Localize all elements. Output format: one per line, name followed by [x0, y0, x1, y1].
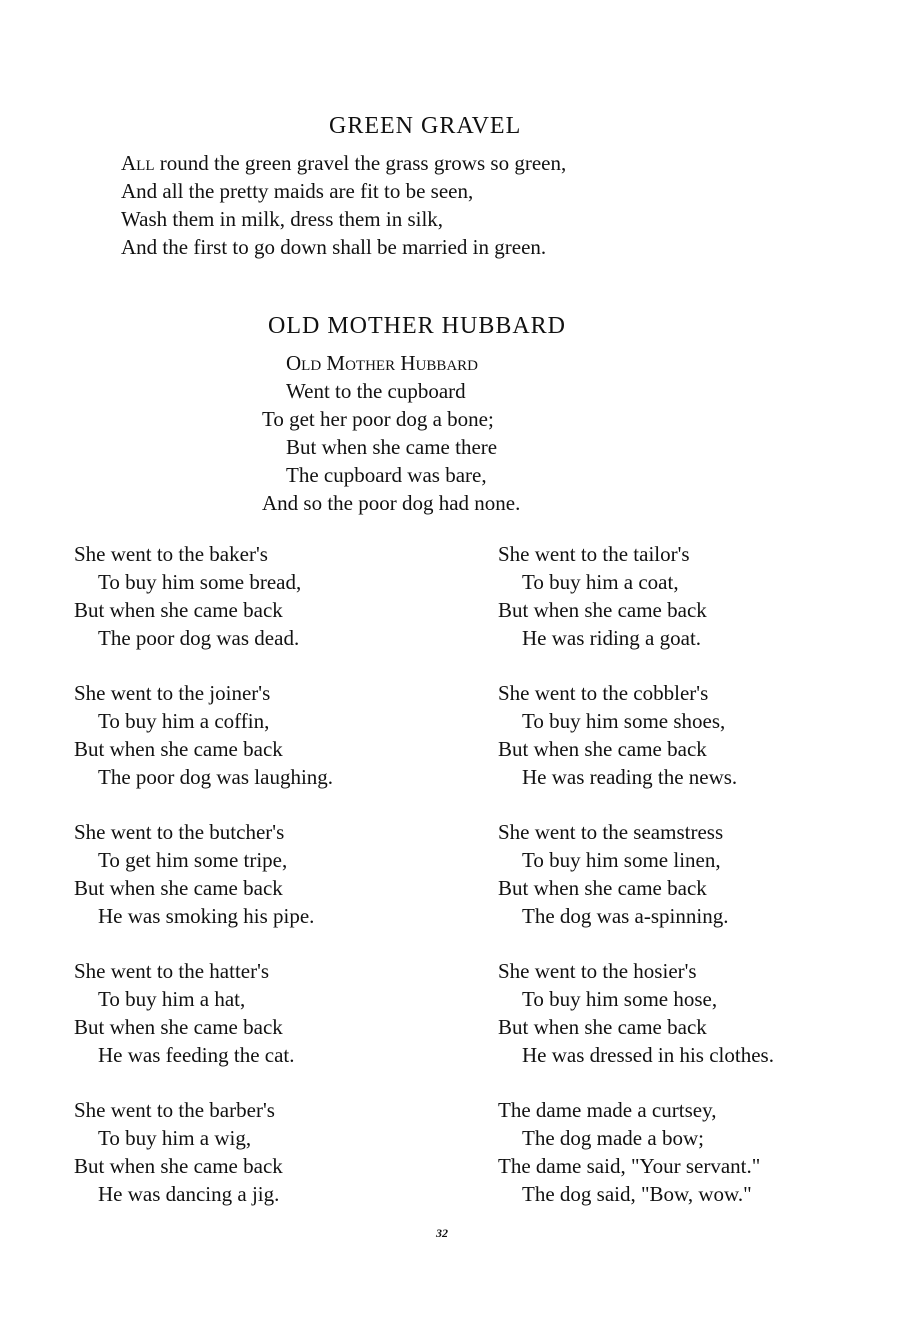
green-gravel-verse — [121, 149, 566, 261]
verse-line: And so the poor dog had none. — [262, 491, 521, 515]
verse-line: The dame said, "Your servant." — [498, 1154, 761, 1178]
hubbard-title: OLD MOTHER HUBBARD — [268, 313, 567, 339]
verse-line: He was riding a goat. — [522, 626, 702, 650]
verse-line: To buy him a wig, — [98, 1126, 252, 1150]
page-number: 32 — [436, 1226, 448, 1240]
verse-line: She went to the baker's — [74, 542, 268, 566]
verse-line: To buy him some linen, — [522, 848, 721, 872]
stanza — [498, 957, 888, 1069]
drop-word: All — [121, 151, 155, 175]
verse-line: To get her poor dog a bone; — [262, 407, 494, 431]
verse-line: The dog made a bow; — [522, 1126, 704, 1150]
verse-line: And the first to go down shall be married in green. — [121, 235, 547, 259]
verse-line: The poor dog was laughing. — [98, 765, 334, 789]
verse-line: To buy him some bread, — [98, 570, 302, 594]
verse-line: But when she came back — [498, 737, 707, 761]
verse-line: The cupboard was bare, — [286, 463, 487, 487]
verse-line: And all the pretty maids are fit to be seen, — [121, 179, 474, 203]
verse-line: Went to the cupboard — [286, 379, 466, 403]
verse-line: He was smoking his pipe. — [98, 904, 315, 928]
verse-line: To buy him some hose, — [522, 987, 718, 1011]
verse-line: She went to the barber's — [74, 1098, 275, 1122]
left-column — [74, 540, 474, 1235]
verse-line: He was dancing a jig. — [98, 1182, 280, 1206]
stanza — [74, 1096, 474, 1208]
stanza — [498, 1096, 888, 1208]
verse-line: The poor dog was dead. — [98, 626, 300, 650]
verse-line: To get him some tripe, — [98, 848, 288, 872]
stanza — [498, 818, 888, 930]
verse-line: But when she came back — [498, 876, 707, 900]
verse-line: He was reading the news. — [522, 765, 738, 789]
verse-line: But when she came back — [74, 737, 283, 761]
verse-line: She went to the hatter's — [74, 959, 270, 983]
hubbard-intro-verse — [262, 349, 520, 517]
stanza — [498, 679, 888, 791]
verse-line: She went to the joiner's — [74, 681, 271, 705]
stanza — [74, 957, 474, 1069]
verse-line: He was feeding the cat. — [98, 1043, 295, 1067]
verse-line: But when she came back — [498, 598, 707, 622]
verse-line: But when she came back — [74, 598, 283, 622]
verse-line-text: round the green gravel the grass grows so green, — [154, 151, 567, 175]
verse-line: The dame made a curtsey, — [498, 1098, 717, 1122]
verse-line: But when she came back — [498, 1015, 707, 1039]
verse-line: Old Mother Hubbard — [286, 351, 479, 375]
stanza — [74, 679, 474, 791]
stanza — [74, 540, 474, 652]
verse-line: She went to the tailor's — [498, 542, 690, 566]
verse-line: She went to the butcher's — [74, 820, 285, 844]
stanza — [74, 818, 474, 930]
verse-line: To buy him some shoes, — [522, 709, 726, 733]
verse-line: To buy him a coffin, — [98, 709, 270, 733]
stanza — [498, 540, 888, 652]
verse-line: But when she came back — [74, 1015, 283, 1039]
verse-line: The dog was a-spinning. — [522, 904, 729, 928]
verse-line: She went to the cobbler's — [498, 681, 709, 705]
verse-line: She went to the seamstress — [498, 820, 724, 844]
green-gravel-title: GREEN GRAVEL — [329, 113, 522, 139]
verse-line: But when she came there — [286, 435, 498, 459]
right-column — [498, 540, 888, 1235]
verse-line: To buy him a hat, — [98, 987, 246, 1011]
verse-line: But when she came back — [74, 1154, 283, 1178]
verse-line: But when she came back — [74, 876, 283, 900]
verse-line: She went to the hosier's — [498, 959, 697, 983]
verse-line: To buy him a coat, — [522, 570, 679, 594]
verse-line — [121, 149, 566, 177]
verse-line: Wash them in milk, dress them in silk, — [121, 207, 444, 231]
verse-line: He was dressed in his clothes. — [522, 1043, 774, 1067]
verse-line: The dog said, "Bow, wow." — [522, 1182, 752, 1206]
